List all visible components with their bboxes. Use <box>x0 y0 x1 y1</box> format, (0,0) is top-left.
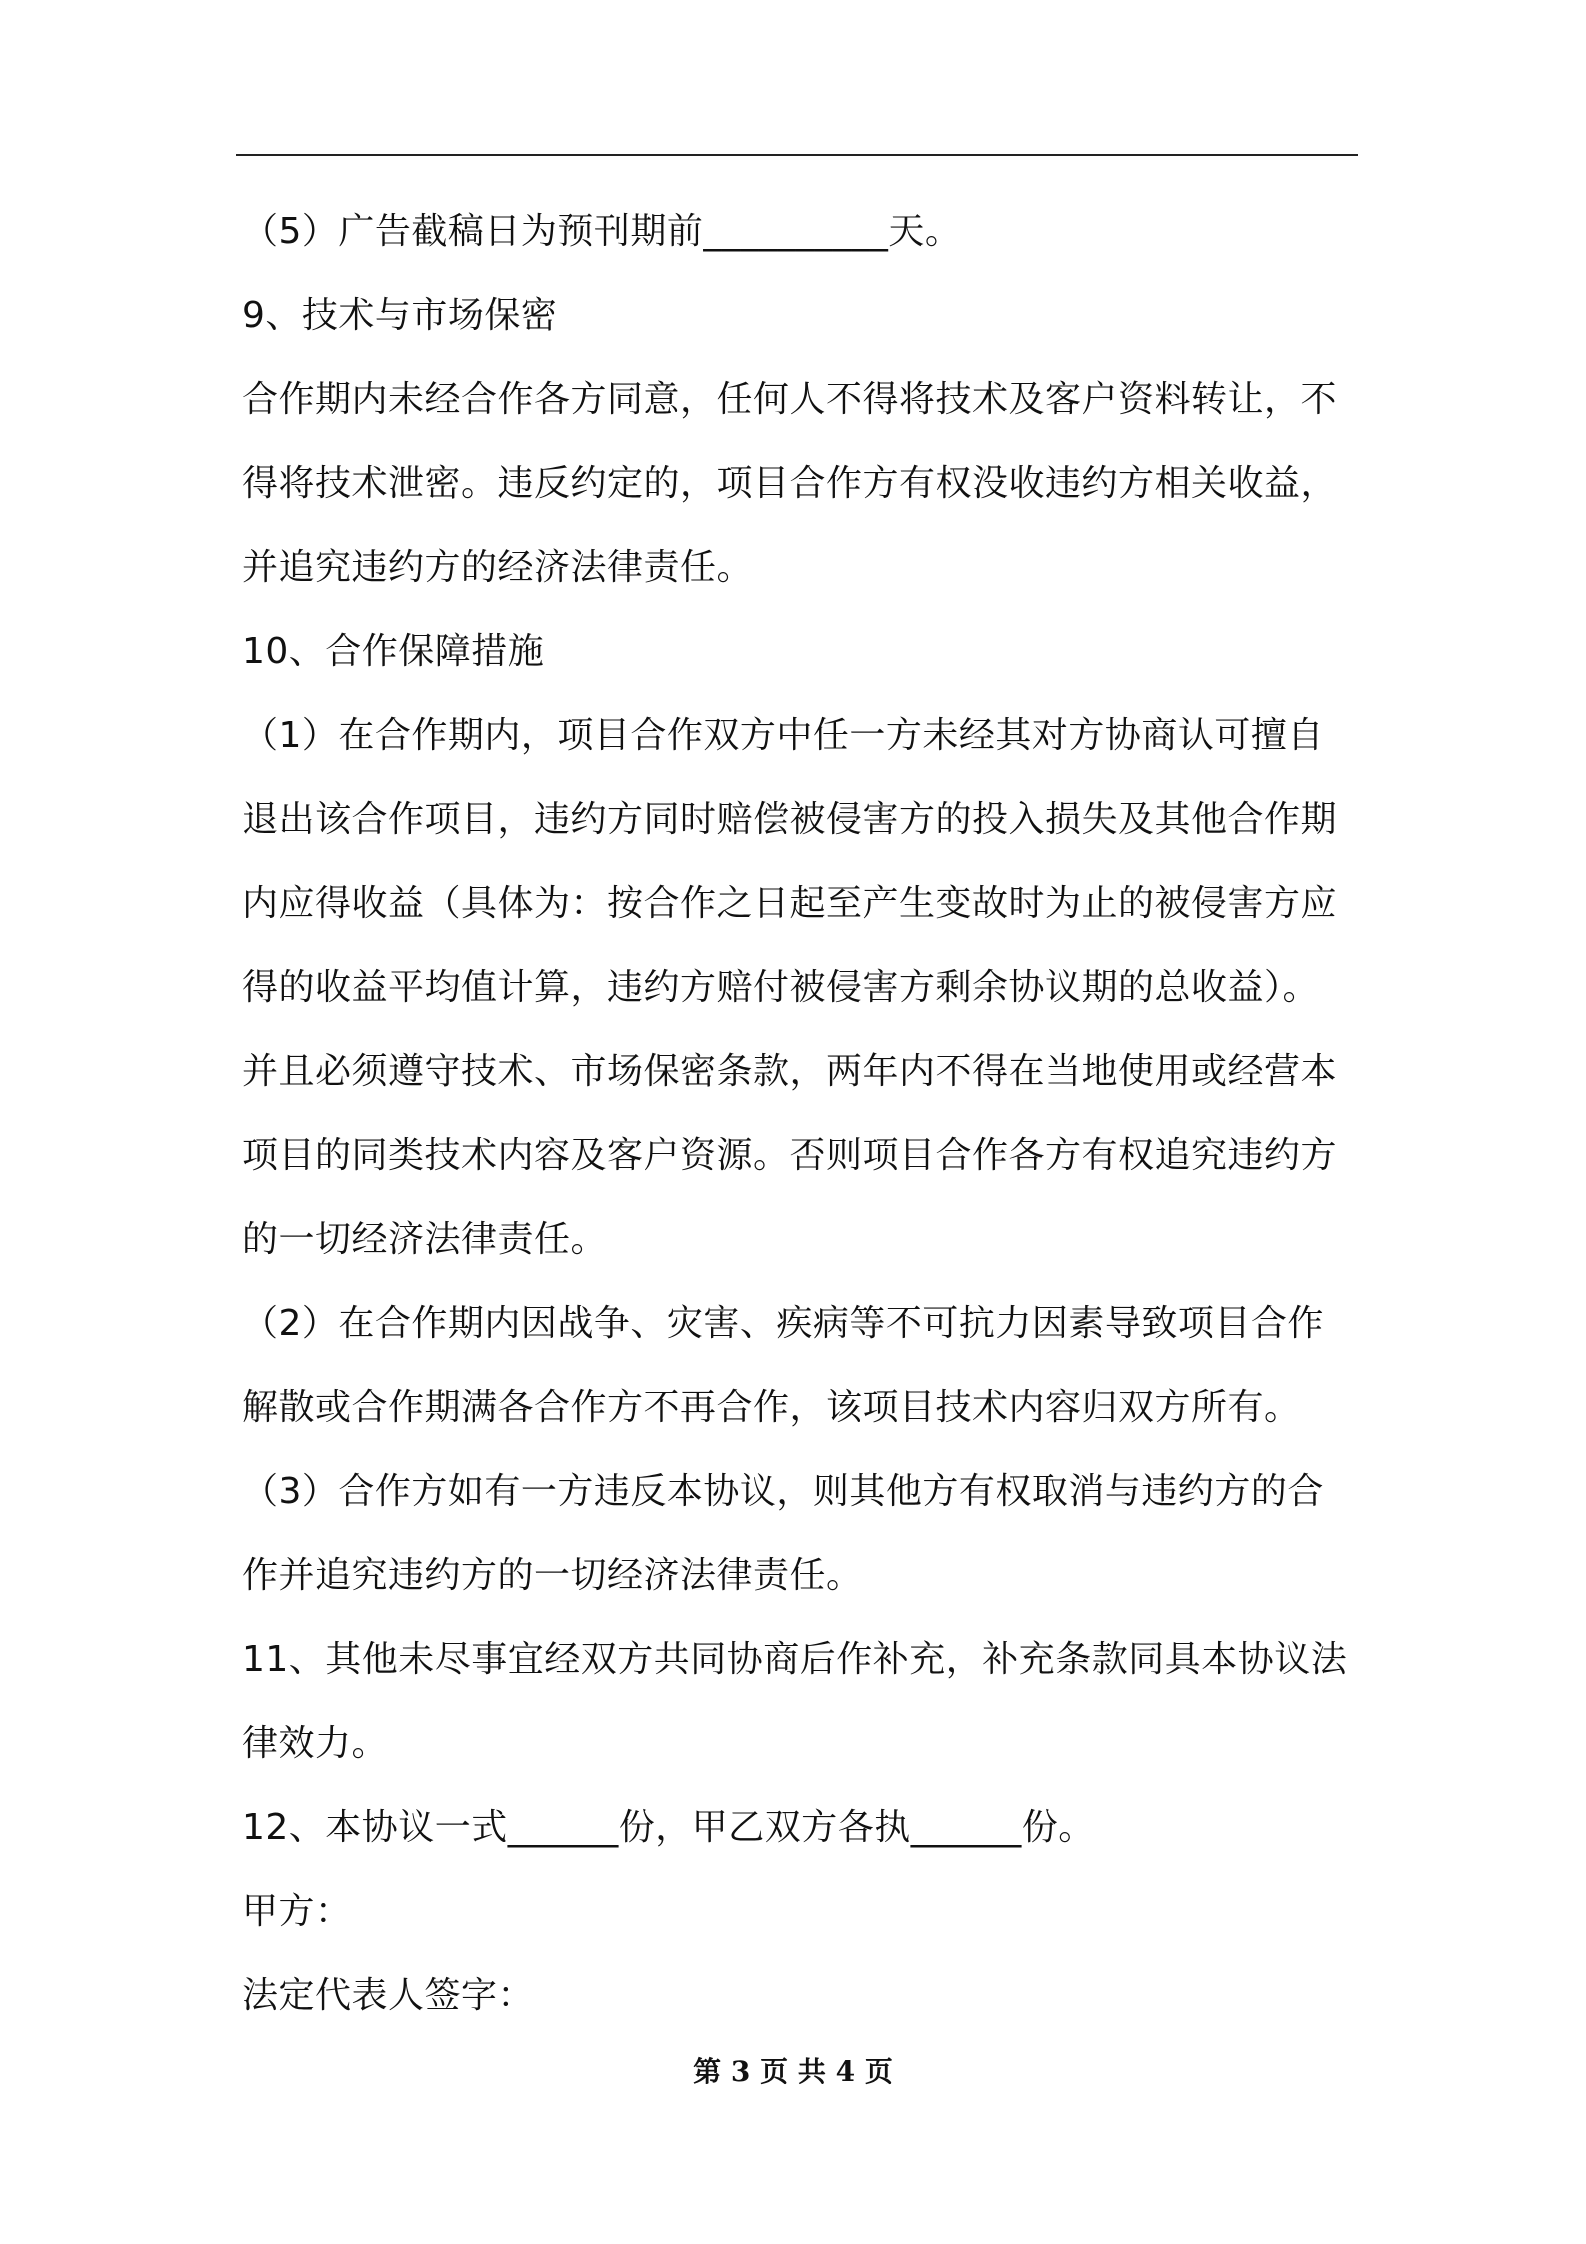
clause-10-3-line: （3）合作方如有一方违反本协议，则其他方有权取消与违约方的合 <box>242 1471 1324 1512</box>
clause-10-1-line: 得的收益平均值计算，违约方赔付被侵害方剩余协议期的总收益）。 <box>242 967 1320 1008</box>
clause-10-1-line: 内应得收益（具体为：按合作之日起至产生变故时为止的被侵害方应 <box>242 883 1338 924</box>
section-9-text-line: 得将技术泄密。违反约定的，项目合作方有权没收违约方相关收益， <box>242 463 1338 504</box>
section-11-line: 11、其他未尽事宜经双方共同协商后作补充，补充条款同具本协议法 <box>242 1639 1348 1680</box>
party-a-label: 甲方： <box>242 1891 352 1932</box>
section-9-text-line: 并追究违约方的经济法律责任。 <box>242 547 754 588</box>
clause-10-1-line: 并且必须遵守技术、市场保密条款，两年内不得在当地使用或经营本 <box>242 1051 1338 1092</box>
section-11-line: 律效力。 <box>242 1723 389 1764</box>
header-rule <box>236 154 1358 156</box>
section-9-text-line: 合作期内未经合作各方同意，任何人不得将技术及客户资料转让，不 <box>242 379 1338 420</box>
clause-10-1-line: （1）在合作期内，项目合作双方中任一方未经其对方协商认可擅自 <box>242 715 1324 756</box>
clause-10-1-line: 项目的同类技术内容及客户资源。否则项目合作各方有权追究违约方 <box>242 1135 1338 1176</box>
clause-10-1-line: 的一切经济法律责任。 <box>242 1219 608 1260</box>
clause-8-5: （5）广告截稿日为预刊期前__________天。 <box>242 211 962 252</box>
legal-representative-signature-label: 法定代表人签字： <box>242 1975 535 2016</box>
clause-10-2-line: 解散或合作期满各合作方不再合作，该项目技术内容归双方所有。 <box>242 1387 1301 1428</box>
clause-10-3-line: 作并追究违约方的一切经济法律责任。 <box>242 1555 863 1596</box>
section-9-heading: 9、技术与市场保密 <box>242 295 558 336</box>
page-number-footer: 第 3 页 共 4 页 <box>693 2055 893 2088</box>
document-body <box>242 190 1358 2038</box>
clause-10-2-line: （2）在合作期内因战争、灾害、疾病等不可抗力因素导致项目合作 <box>242 1303 1324 1344</box>
clause-10-1-line: 退出该合作项目，违约方同时赔偿被侵害方的投入损失及其他合作期 <box>242 799 1338 840</box>
section-10-heading: 10、合作保障措施 <box>242 631 545 672</box>
section-12-line: 12、本协议一式______份，甲乙双方各执______份。 <box>242 1807 1095 1848</box>
